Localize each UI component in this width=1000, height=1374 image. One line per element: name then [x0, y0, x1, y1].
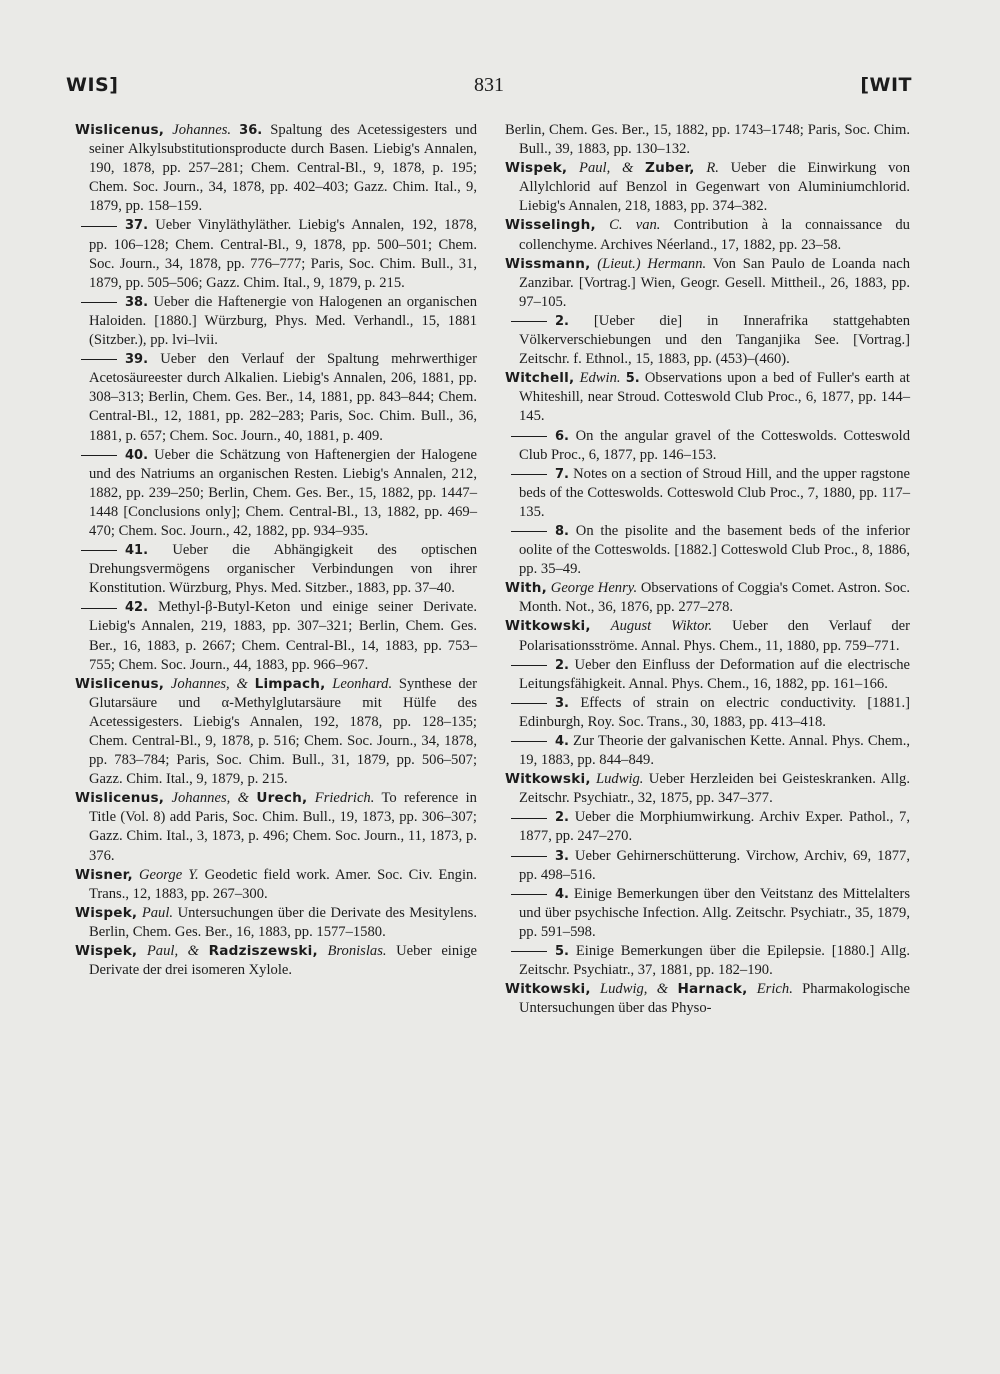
- coauthor-given-name: Friedrich.: [314, 790, 375, 807]
- entry-number: 4.: [555, 734, 569, 749]
- citation-text: Ueber den Einfluss der Deformation auf die electrische Leitungsfähigkeit. Annal. Phys. Chem., 16, 1882, pp. 161–166.: [519, 656, 910, 692]
- coauthor-surname: Urech,: [256, 790, 308, 807]
- author-entry: [505, 980, 910, 1018]
- citation-text: Ueber Herzleiden bei Geisteskranken. Allg. Zeitschr. Psychiatr., 32, 1875, pp. 347–377.: [519, 771, 910, 807]
- citation-text: Einige Bemerkungen über den Veitstanz des Mittelalters und über psychische Infection. Allg. Zeitschr. Psychiatr., 35, 1879, pp. 591–598.: [519, 885, 910, 940]
- author-entry: [505, 216, 910, 254]
- citation-text: Notes on a section of Stroud Hill, and the upper ragstone beds of the Cotteswolds. Cotteswold Club Proc., 7, 1880, pp. 117–135.: [519, 465, 911, 520]
- sub-entry: [75, 350, 477, 445]
- author-entry: [75, 866, 477, 904]
- coauthor-given-name: Erich.: [756, 981, 793, 998]
- entry-number: 39.: [125, 352, 149, 368]
- sub-entry: [505, 694, 910, 732]
- sub-entry: [505, 312, 910, 369]
- sub-entry: [75, 293, 477, 350]
- repeat-dash: [511, 531, 547, 532]
- continued-entry: [505, 121, 910, 159]
- entry-number: 8.: [555, 523, 569, 539]
- author-given-name: Ludwig.: [596, 771, 644, 788]
- repeat-dash: [511, 818, 547, 819]
- citation-text: [Ueber die] in Innerafrika stattgehabten Völkerverschiebungen und den Tanganjika See. [Vortrag.] Zeitschr. f. Ethnol., 15, 1883, pp. (453)–(460).: [519, 312, 910, 368]
- repeat-dash: [81, 226, 117, 227]
- repeat-dash: [81, 359, 117, 360]
- author-given-name: George Y.: [138, 866, 199, 883]
- repeat-dash: [511, 894, 547, 895]
- entry-number: 42.: [125, 600, 149, 616]
- sub-entry: [505, 656, 910, 694]
- citation-text: Observations of Coggia's Comet. Astron. Soc. Month. Not., 36, 1876, pp. 277–278.: [519, 580, 911, 616]
- repeat-dash: [81, 302, 117, 303]
- sub-entry: [505, 847, 910, 885]
- author-surname: Wislicenus,: [75, 790, 165, 807]
- author-surname: Witchell,: [505, 370, 575, 387]
- citation-text: Ueber Gehirnerschütterung. Virchow, Archiv, 69, 1877, pp. 498–516.: [519, 847, 910, 883]
- citation-text: Effects of strain on electric conductivity. [1881.] Edinburgh, Roy. Soc. Trans., 30, 1883, pp. 413–418.: [519, 694, 910, 730]
- citation-text: Ueber den Verlauf der Spaltung mehrwerthiger Acetosäureester durch Alkalien. Liebig's Annalen, 206, 1881, pp. 308–313; Berlin, Chem. Ges. Ber., 14, 1881, pp. 843–844; Chem. Central-Bl., 12, 1881, pp. 282–283; Paris, Soc. Chim. Bull., 36, 1881, p. 657; Chem. Soc. Journ., 40, 1881, p. 409.: [89, 351, 477, 444]
- entry-number: 3.: [555, 848, 569, 864]
- author-entry: [505, 369, 910, 426]
- entry-number: 3.: [555, 695, 569, 711]
- coauthor-given-name: Leonhard.: [332, 675, 393, 692]
- sub-entry: [505, 427, 910, 465]
- author-entry: [505, 159, 910, 216]
- author-entry: [505, 579, 910, 617]
- citation-text: Ueber einige Derivate der drei isomeren Xylole.: [89, 943, 477, 979]
- right-column: [505, 121, 910, 1018]
- author-entry: [505, 255, 910, 312]
- sub-entry: [505, 732, 910, 770]
- author-surname: Wispek,: [75, 943, 138, 960]
- citation-text: Zur Theorie der galvanischen Kette. Annal. Phys. Chem., 19, 1883, pp. 844–849.: [519, 733, 910, 769]
- citation-text: Pharmakologische Untersuchungen über das Physo-: [519, 981, 910, 1017]
- author-entry: [75, 675, 477, 790]
- citation-text: Geodetic field work. Amer. Soc. Civ. Engin. Trans., 12, 1883, pp. 267–300.: [89, 866, 477, 902]
- repeat-dash: [511, 436, 547, 437]
- author-surname: With,: [505, 580, 547, 597]
- entry-number: 2.: [555, 810, 569, 826]
- citation-text: Ueber die Abhängigkeit des optischen Drehungsvermögens organischer Verbindungen von ihrer Konstitution. Würzburg, Phys. Med. Sitzber., 1883, pp. 37–40.: [89, 542, 477, 597]
- sub-entry: [75, 598, 477, 674]
- author-surname: Wisner,: [75, 866, 133, 883]
- repeat-dash: [511, 741, 547, 742]
- citation-text: Berlin, Chem. Ges. Ber., 15, 1882, pp. 1743–1748; Paris, Soc. Chim. Bull., 39, 1883, pp. 130–132.: [505, 122, 910, 158]
- author-given-name: August Wiktor.: [610, 618, 713, 635]
- sub-entry: [75, 216, 477, 292]
- citation-text: Untersuchungen über die Derivate des Mesitylens. Berlin, Chem. Ges. Ber., 16, 1883, pp. 1577–1580.: [89, 904, 477, 940]
- author-given-name: Paul.: [141, 904, 174, 921]
- sub-entry: [505, 808, 910, 846]
- citation-text: Methyl-β-Butyl-Keton und einige seiner Derivate. Liebig's Annalen, 219, 1883, pp. 307–321; Berlin, Chem. Ges. Ber., 16, 1883, p. 2667; Chem. Central-Bl., 14, 1883, pp. 753–755; Chem. Soc. Journ., 44, 1883, pp. 966–967.: [89, 599, 477, 673]
- sub-entry: [75, 446, 477, 541]
- entry-number: 2.: [555, 657, 569, 673]
- repeat-dash: [511, 665, 547, 666]
- sub-entry: [505, 522, 910, 579]
- coauthor-surname: Harnack,: [677, 981, 748, 998]
- repeat-dash: [511, 321, 547, 322]
- author-surname: Witkowski,: [505, 771, 591, 788]
- repeat-dash: [511, 474, 547, 475]
- entry-number: 38.: [125, 294, 149, 310]
- citation-text: Spaltung des Acetessigesters und seiner Alkylsubstitutionsproducte durch Basen. Liebig's Annalen, 190, 1878, pp. 257–281; Chem. Central-Bl., 9, 1878, p. 195; Chem. Soc. Journ., 34, 1878, pp. 402–403; Gazz. Chim. Ital., 9, 1879, pp. 158–159.: [89, 122, 477, 215]
- citation-text: Observations upon a bed of Fuller's earth at Whiteshill, near Stroud. Cotteswold Club Proc., 6, 1877, pp. 144–145.: [519, 370, 910, 425]
- author-given-name: Johannes, &: [171, 790, 249, 807]
- coauthor-given-name: R.: [706, 160, 719, 177]
- author-given-name: Edwin.: [579, 370, 621, 387]
- citation-text: Ueber die Haftenergie von Halogenen an organischen Haloiden. [1880.] Würzburg, Phys. Med. Verhandl., 15, 1881 (Sitzber.), pp. lvi–lvii.: [89, 293, 478, 349]
- repeat-dash: [81, 608, 117, 609]
- entry-number: 5.: [555, 944, 569, 960]
- author-given-name: Ludwig, &: [600, 981, 669, 998]
- running-header: [66, 74, 912, 104]
- citation-text: Ueber die Einwirkung von Allylchlorid auf Benzol in Gegenwart von Aluminiumchlorid. Liebig's Annalen, 218, 1883, pp. 374–382.: [519, 160, 911, 215]
- repeat-dash: [511, 951, 547, 952]
- repeat-dash: [81, 455, 117, 456]
- citation-text: To reference in Title (Vol. 8) add Paris, Soc. Chim. Bull., 19, 1873, pp. 306–307; Gazz. Chim. Ital., 3, 1873, p. 496; Chem. Soc. Journ., 11, 1873, p. 376.: [89, 790, 477, 864]
- author-given-name: Johannes, &: [170, 675, 248, 692]
- entry-number: 40.: [125, 447, 149, 463]
- author-surname: Wissmann,: [505, 255, 591, 272]
- coauthor-surname: Limpach,: [254, 675, 326, 692]
- entry-number: 4.: [555, 886, 569, 902]
- entry-number: 6.: [555, 428, 569, 444]
- author-entry: [75, 789, 477, 865]
- citation-text: Ueber Vinyläthyläther. Liebig's Annalen, 192, 1878, pp. 106–128; Chem. Central-Bl., 9, 1878, pp. 500–501; Chem. Soc. Journ., 34, 1878, pp. 776–777; Paris, Soc. Chim. Bull., 31, 1879, pp. 505–506; Gazz. Chim. Ital., 9, 1879, p. 215.: [89, 217, 477, 291]
- author-given-name: Johannes.: [172, 122, 232, 138]
- citation-text: Ueber den Verlauf der Polarisationsströme. Annal. Phys. Chem., 11, 1880, pp. 759–771.: [519, 618, 910, 654]
- repeat-dash: [511, 856, 547, 857]
- coauthor-surname: Zuber,: [645, 160, 695, 177]
- sub-entry: [505, 885, 910, 942]
- entry-number: 41.: [125, 543, 149, 559]
- sub-entry: [505, 942, 910, 980]
- author-surname: Wisselingh,: [505, 217, 596, 234]
- header-right-guide: [WIT: [860, 74, 912, 96]
- author-given-name: George Henry.: [550, 580, 638, 597]
- author-surname: Wispek,: [75, 904, 138, 921]
- entry-number: 7.: [555, 466, 569, 482]
- citation-text: Einige Bemerkungen über die Epilepsie. [1880.] Allg. Zeitschr. Psychiatr., 37, 1881, pp. 182–190.: [519, 943, 910, 979]
- author-entry: [75, 904, 477, 942]
- citation-text: Synthese der Glutarsäure und α-Methylglutarsäure mit Hülfe des Acetessigesters. Liebig's Annalen, 192, 1878, pp. 128–135; Chem. Central-Bl., 9, 1878, p. 516; Chem. Soc. Journ., 34, 1878, pp. 783–784; Paris, Soc. Chim. Bull., 31, 1879, pp. 506–507; Gazz. Chim. Ital., 9, 1879, p. 215.: [89, 675, 477, 788]
- citation-text: On the pisolite and the basement beds of the inferior oolite of the Cotteswolds. [1882.] Cotteswold Club Proc., 8, 1886, pp. 35–49.: [519, 522, 910, 578]
- citation-text: Ueber die Morphiumwirkung. Archiv Exper. Pathol., 7, 1877, pp. 247–270.: [519, 809, 910, 845]
- citation-text: Von San Paulo de Loanda nach Zanzibar. [Vortrag.] Wien, Geogr. Gesell. Mittheil., 26, 1883, pp. 97–105.: [519, 255, 910, 310]
- author-surname: Wislicenus,: [75, 122, 165, 138]
- author-given-name: Paul, &: [579, 160, 634, 177]
- author-entry: [75, 121, 477, 216]
- citation-text: On the angular gravel of the Cotteswolds. Cotteswold Club Proc., 6, 1877, pp. 146–153.: [519, 427, 910, 463]
- sub-entry: [75, 541, 477, 598]
- left-column: [75, 121, 477, 980]
- entry-number: 37.: [125, 218, 149, 234]
- author-entry: [75, 942, 477, 980]
- coauthor-given-name: Bronislas.: [327, 943, 387, 960]
- sub-entry: [505, 465, 910, 522]
- entry-number: 36.: [239, 123, 263, 138]
- author-given-name: (Lieut.) Hermann.: [597, 255, 707, 272]
- entry-number: 5.: [625, 371, 640, 387]
- author-surname: Witkowski,: [505, 618, 591, 635]
- coauthor-surname: Radziszewski,: [208, 943, 318, 960]
- repeat-dash: [511, 703, 547, 704]
- author-given-name: C. van.: [609, 217, 661, 234]
- page-number: 831: [474, 74, 504, 96]
- entry-number: 2.: [555, 313, 569, 329]
- citation-text: Ueber die Schätzung von Haftenergien der Halogene und des Natriums an organischen Resten. Liebig's Annalen, 212, 1882, pp. 239–250; Berlin, Chem. Ges. Ber., 15, 1882, pp. 1447–1448 [Conclusions only]; Chem. Central-Bl., 13, 1882, pp. 469–470; Chem. Soc. Journ., 42, 1882, pp. 934–935.: [89, 446, 477, 539]
- header-left-guide: WIS]: [66, 74, 119, 96]
- author-surname: Wislicenus,: [75, 675, 165, 692]
- repeat-dash: [81, 550, 117, 551]
- author-surname: Wispek,: [505, 160, 568, 177]
- citation-text: Contribution à la connaissance du collenchyme. Archives Néerland., 17, 1882, pp. 23–58.: [519, 217, 910, 253]
- author-surname: Witkowski,: [505, 981, 591, 998]
- author-entry: [505, 617, 910, 655]
- author-entry: [505, 770, 910, 808]
- author-given-name: Paul, &: [146, 943, 200, 960]
